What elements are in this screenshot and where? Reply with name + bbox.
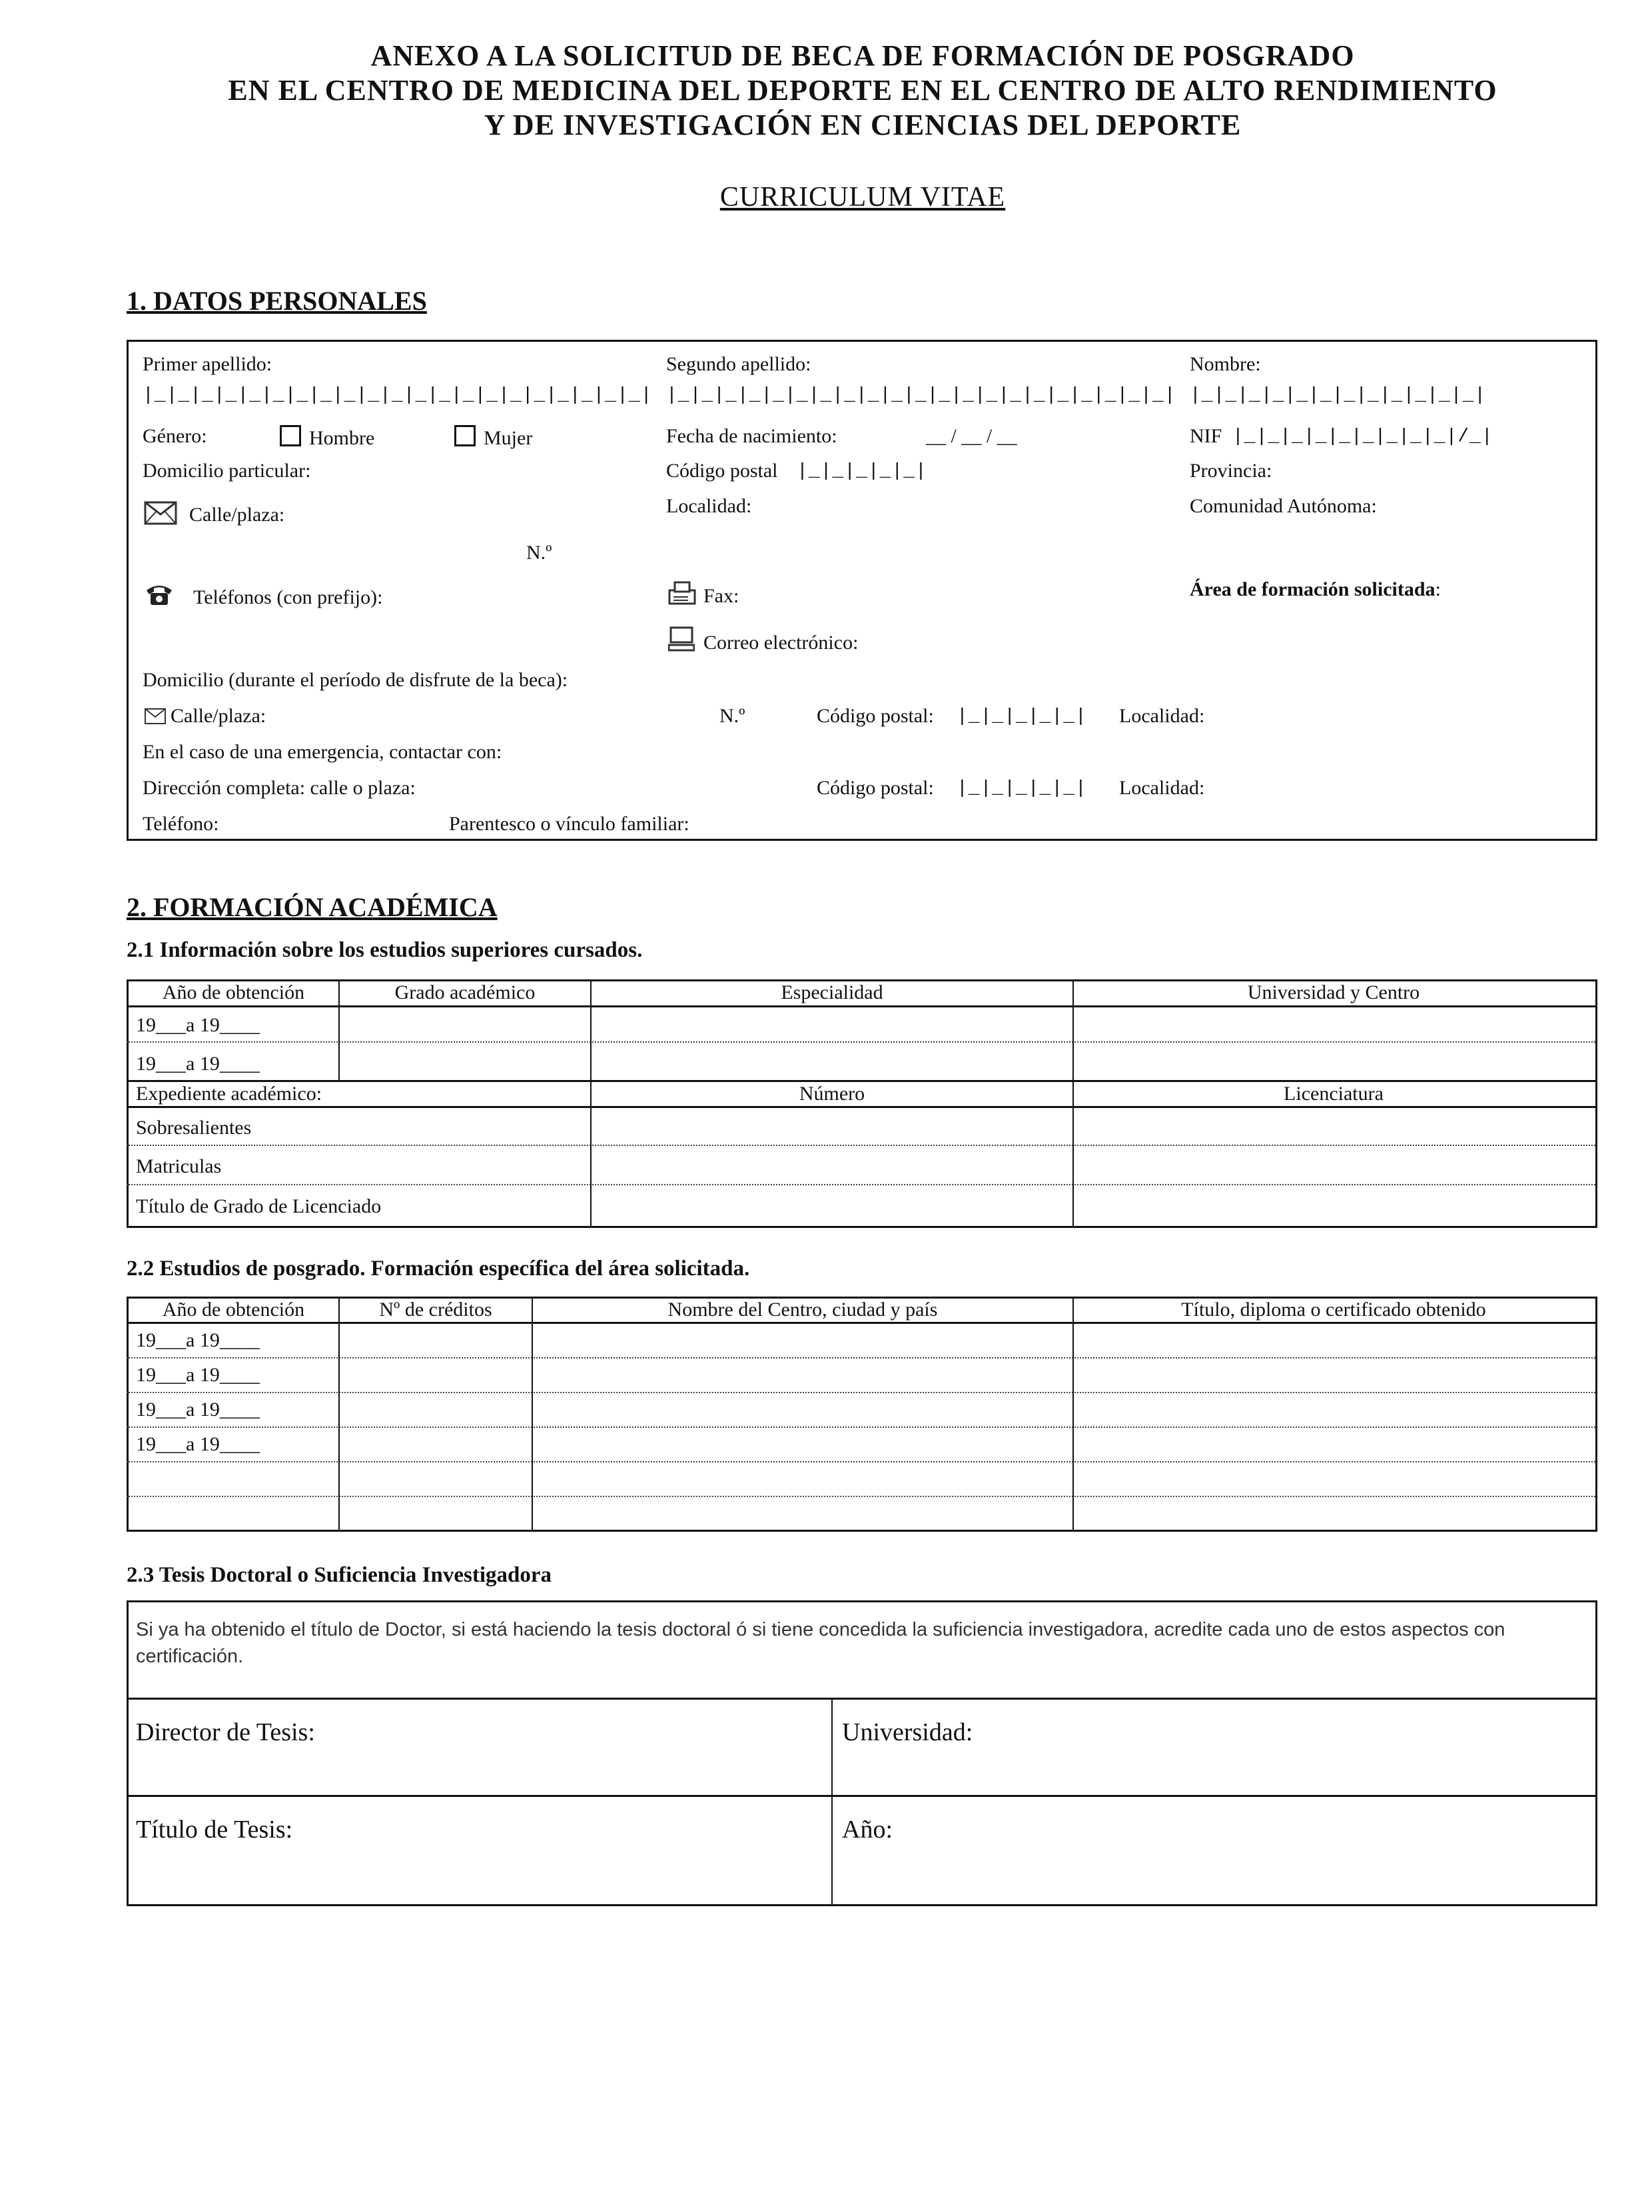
provincia-label: Provincia: (1190, 460, 1272, 482)
calle-label: Calle/plaza: (189, 504, 285, 526)
t2-row-anio[interactable]: 19___a 19____ (136, 1398, 260, 1420)
document-title-line3: Y DE INVESTIGACIÓN EN CIENCIAS DEL DEPORTE (484, 109, 1242, 141)
expediente-numero-header: Número (799, 1083, 865, 1105)
numero-label: N.º (526, 542, 552, 564)
nif-field[interactable]: |_|_|_|_|_|_|_|_|_|/_| (1232, 426, 1493, 447)
comunidad-label: Comunidad Autónoma: (1190, 495, 1377, 517)
director-label: Director de Tesis: (136, 1718, 315, 1746)
mujer-label: Mujer (484, 427, 533, 449)
fecha-label: Fecha de nacimiento: (666, 425, 837, 447)
t1-row-anio[interactable]: 19___a 19____ (136, 1014, 260, 1036)
subsection-2-3-heading: 2.3 Tesis Doctoral o Suficiencia Investigadora (127, 1563, 552, 1587)
postgrad-row-line (127, 1426, 1595, 1428)
telefonos-label: Teléfonos (con prefijo): (193, 586, 383, 608)
localidad2-label: Localidad: (1119, 705, 1205, 727)
mujer-option[interactable] (454, 425, 532, 450)
t1-header-grado: Grado académico (394, 981, 536, 1003)
t2-row-anio[interactable]: 19___a 19____ (136, 1433, 260, 1455)
postgrad-col-line (532, 1297, 533, 1530)
universidad-label: Universidad: (842, 1718, 973, 1746)
t1-header-anio: Año de obtención (162, 981, 305, 1003)
postgrad-row-line (127, 1461, 1595, 1462)
localidad-label: Localidad: (666, 495, 752, 517)
envelope-small-icon (144, 708, 167, 725)
t2-header-centro: Nombre del Centro, ciudad y país (667, 1299, 938, 1321)
thesis-divider (127, 1698, 1595, 1700)
hombre-label: Hombre (309, 427, 375, 449)
t2-header-titulo: Título, diploma o certificado obtenido (1181, 1299, 1486, 1321)
t2-header-anio: Año de obtención (162, 1299, 305, 1321)
section2-heading: 2. FORMACIÓN ACADÉMICA (127, 892, 498, 922)
area-label-colon: : (1435, 578, 1441, 600)
t2-header-creditos: Nº de créditos (379, 1299, 492, 1321)
titulo-grado-label: Título de Grado de Licenciado (136, 1195, 382, 1217)
expediente-header: Expediente académico: (136, 1083, 322, 1105)
area-label-text: Área de formación solicitada (1190, 578, 1436, 600)
computer-icon (668, 626, 695, 652)
telephone-icon (144, 581, 175, 606)
segundo-apellido-label: Segundo apellido: (666, 353, 811, 375)
expediente-header-line (127, 1106, 1595, 1108)
studies-table-header-line (127, 1005, 1595, 1007)
calle2-label: Calle/plaza: (171, 705, 266, 727)
studies-table-row-line (127, 1041, 1595, 1043)
sobresalientes-label: Sobresalientes (136, 1117, 252, 1139)
direccion-label: Dirección completa: calle o plaza: (143, 777, 416, 799)
document-title-line1: ANEXO A LA SOLICITUD DE BECA DE FORMACIÓN DE POSGRADO (370, 39, 1355, 72)
expediente-licenciatura-header: Licenciatura (1284, 1083, 1384, 1105)
primer-apellido-label: Primer apellido: (143, 353, 272, 375)
anio-label: Año: (842, 1816, 893, 1844)
correo-label: Correo electrónico: (703, 632, 859, 654)
postgrad-col-line (338, 1297, 340, 1530)
document-title-line2: EN EL CENTRO DE MEDICINA DEL DEPORTE EN EL CENTRO DE ALTO RENDIMIENTO (228, 74, 1497, 107)
parentesco-label: Parentesco o vínculo familiar: (449, 813, 689, 835)
t1-header-especialidad: Especialidad (781, 981, 883, 1003)
document-subtitle: CURRICULUM VITAE (719, 182, 1006, 213)
domicilio-beca-label: Domicilio (durante el período de disfrute de la beca): (143, 669, 568, 691)
subsection-2-2-heading: 2.2 Estudios de posgrado. Formación específica del área solicitada. (127, 1257, 750, 1281)
codigo-postal-field[interactable]: |_|_|_|_|_| (797, 461, 927, 482)
hombre-checkbox[interactable] (280, 425, 301, 446)
codigo-postal-label: Código postal (666, 460, 778, 482)
postgrad-row-line (127, 1392, 1595, 1393)
nombre-label: Nombre: (1190, 353, 1261, 375)
t2-row-anio[interactable]: 19___a 19____ (136, 1364, 260, 1386)
envelope-icon (144, 501, 177, 525)
section1-heading: 1. DATOS PERSONALES (127, 286, 427, 316)
primer-apellido-field[interactable]: |_|_|_|_|_|_|_|_|_|_|_|_|_|_|_|_|_|_|_|_|_| (143, 385, 653, 406)
nombre-field[interactable]: |_|_|_|_|_|_|_|_|_|_|_|_| (1190, 385, 1487, 406)
emergencia-label: En el caso de una emergencia, contactar con: (143, 741, 502, 763)
fax-icon (668, 581, 696, 605)
telefono-label: Teléfono: (143, 813, 219, 835)
mujer-checkbox[interactable] (454, 425, 476, 446)
thesis-note: Si ya ha obtenido el título de Doctor, si está haciendo la tesis doctoral ó si tiene concedida la suficiencia investigadora, acredite cada uno de estos aspectos con certificación. (136, 1619, 1505, 1667)
thesis-col-line (831, 1698, 833, 1904)
fax-label: Fax: (703, 585, 739, 607)
postgrad-col-line (1072, 1297, 1074, 1530)
codigo-postal2-label: Código postal: (817, 705, 934, 727)
t1-row-anio[interactable]: 19___a 19____ (136, 1053, 260, 1075)
expediente-row-line (127, 1184, 1595, 1185)
fecha-field[interactable]: __ / __ / __ (926, 425, 1017, 447)
codigo-postal3-label: Código postal: (817, 777, 934, 799)
area-label (1190, 578, 1441, 601)
t2-row-anio[interactable]: 19___a 19____ (136, 1329, 260, 1351)
genero-label: Género: (143, 425, 207, 447)
matriculas-label: Matriculas (136, 1155, 222, 1177)
postgrad-row-line (127, 1357, 1595, 1359)
titulo-tesis-label: Título de Tesis: (136, 1816, 293, 1844)
hombre-option[interactable] (280, 425, 374, 450)
subsection-2-1-heading: 2.1 Información sobre los estudios superiores cursados. (127, 938, 643, 962)
codigo-postal3-field[interactable]: |_|_|_|_|_| (957, 778, 1087, 799)
thesis-divider (127, 1795, 1595, 1797)
postgrad-header-line (127, 1322, 1595, 1324)
nif-label: NIF (1190, 425, 1222, 447)
localidad3-label: Localidad: (1119, 777, 1205, 799)
expediente-row-line (127, 1145, 1595, 1146)
numero2-label: N.º (719, 705, 745, 727)
domicilio-label: Domicilio particular: (143, 460, 311, 482)
postgrad-row-line (127, 1496, 1595, 1497)
studies-table-expediente-line (127, 1080, 1595, 1082)
segundo-apellido-field[interactable]: |_|_|_|_|_|_|_|_|_|_|_|_|_|_|_|_|_|_|_|_|_| (666, 385, 1176, 406)
t1-header-universidad: Universidad y Centro (1247, 981, 1420, 1003)
codigo-postal2-field[interactable]: |_|_|_|_|_| (957, 706, 1087, 727)
